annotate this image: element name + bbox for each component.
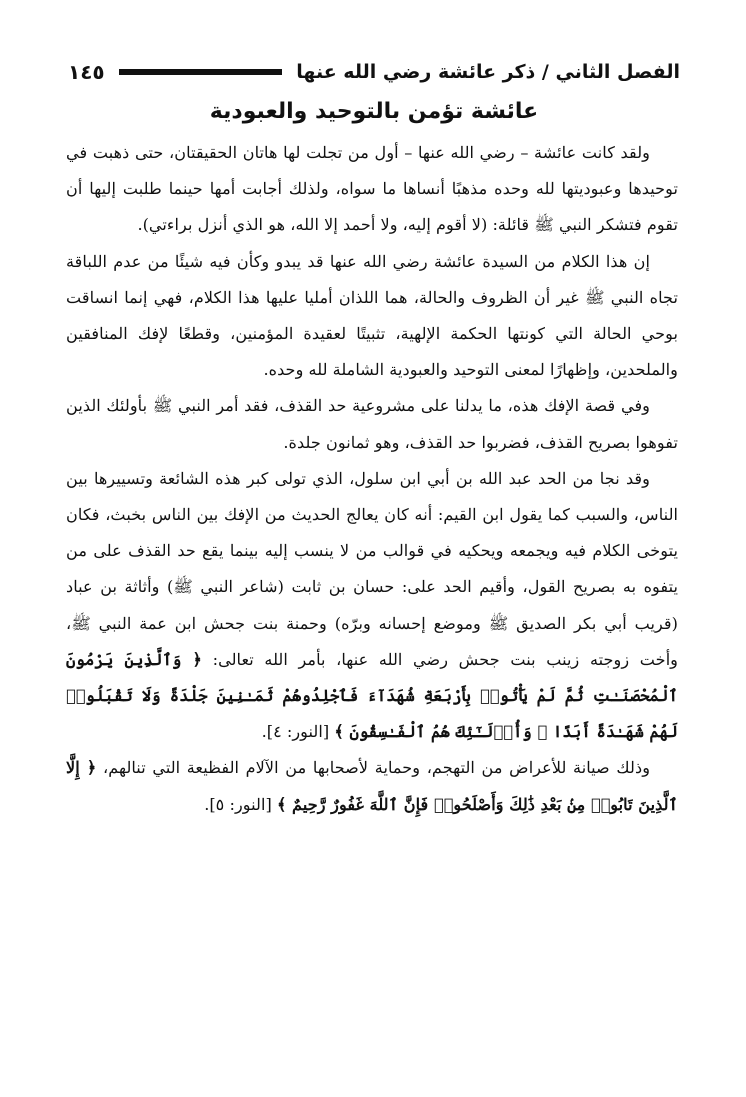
paragraph-text: وقد نجا من الحد عبد الله بن أبي ابن سلول، الذي تولى كبر هذه الشائعة وتسييرها بين الناس، والسبب كما يقول ابن القيم: أنه كان يعالج الحديث من الإفك بين الناس بخبث، فكان يتوخى الكلام فيه ويجمعه ويحكيه في قوالب من لا ينسب إليه بينما يقع حد القذف على من يتفوه به بصريح القول، وأقيم الحد على: حسان بن ثابت (شاعر النبي ﷺ) وأثاثة بن عباد (قريب أبي بكر الصديق ﷺ وموضع إحسانه وبرّه) وحمنة بنت جحش ابن عمة النبي ﷺ، وأخت زوجته زينب بنت جحش رضي الله عنها، بأمر الله تعالى: (66, 468, 679, 669)
paragraph-with-verse (66, 461, 678, 751)
verse-reference: [النور: ٥]. (204, 794, 272, 814)
quran-verse: ﴿ إِلَّا ٱلَّذِينَ تَابُوا۟ مِنۢ بَعْدِ ذَٰلِكَ وَأَصْلَحُوا۟ فَإِنَّ ٱللَّهَ غَفُورٌ رَّحِيمٌ ﴾ (66, 758, 678, 814)
verse-reference: [النور: ٤]. (261, 722, 330, 742)
running-header (68, 52, 680, 92)
paragraph-text: وذلك صيانة للأعراض من التهجم، وحماية لأصحابها من الآلام الفظيعة التي تنالهم، (102, 758, 651, 778)
paragraph-with-verse (66, 750, 678, 822)
paragraph: ولقد كانت عائشة – رضي الله عنها – أول من تجلت لها هاتان الحقيقتان، حتى ذهبت في توحيدها وعبوديتها لله وحده مذهبًا أنساها ما سواه، ولذلك أجابت أمها حينما طلبت إليها أن تقوم فتشكر النبي ﷺ قائلة: (لا أقوم إليه، ولا أحمد إلا الله، هو الذي أنزل براءتي). (66, 143, 678, 235)
quran-verse: ﴿ وَٱلَّذِينَ يَرْمُونَ ٱلْمُحْصَنَـٰتِ ثُمَّ لَمْ يَأْتُوا۟ بِأَرْبَعَةِ شُهَدَآءَ فَٱجْلِدُوهُمْ ثَمَـٰنِينَ جَلْدَةً وَلَا تَقْبَلُوا۟ لَهُمْ شَهَـٰدَةً أَبَدًا ۚ وَأُو۟لَـٰٓئِكَ هُمُ ٱلْفَـٰسِقُونَ ﴾ (66, 649, 678, 742)
paragraph: وفي قصة الإفك هذه، ما يدلنا على مشروعية حد القذف، فقد أمر النبي ﷺ بأولئك الذين تفوهوا بصريح القذف، فضربوا حد القذف، وهو ثمانون جلدة. (66, 396, 678, 452)
section-title: عائشة تؤمن بالتوحيد والعبودية (209, 99, 539, 124)
body-text (66, 135, 678, 823)
header-rule (119, 69, 283, 75)
chapter-title: الفصل الثاني / ذكر عائشة رضي الله عنها (296, 61, 680, 83)
page-number: ١٤٥ (68, 60, 105, 84)
paragraph: إن هذا الكلام من السيدة عائشة رضي الله عنها قد يبدو وكأن فيه شيئًا من عدم اللباقة تجاه النبي ﷺ غير أن الظروف والحالة، هما اللذان أمليا عليها هذا الكلام، فهي إنما انساقت بوحي الحالة التي كونتها الحكمة الإلهية، تثبيتًا لعقيدة المؤمنين، وقطعًا لإفك المنافقين والملحدين، وإظهارًا لمعنى التوحيد والعبودية الشاملة لله وحده. (66, 251, 678, 380)
